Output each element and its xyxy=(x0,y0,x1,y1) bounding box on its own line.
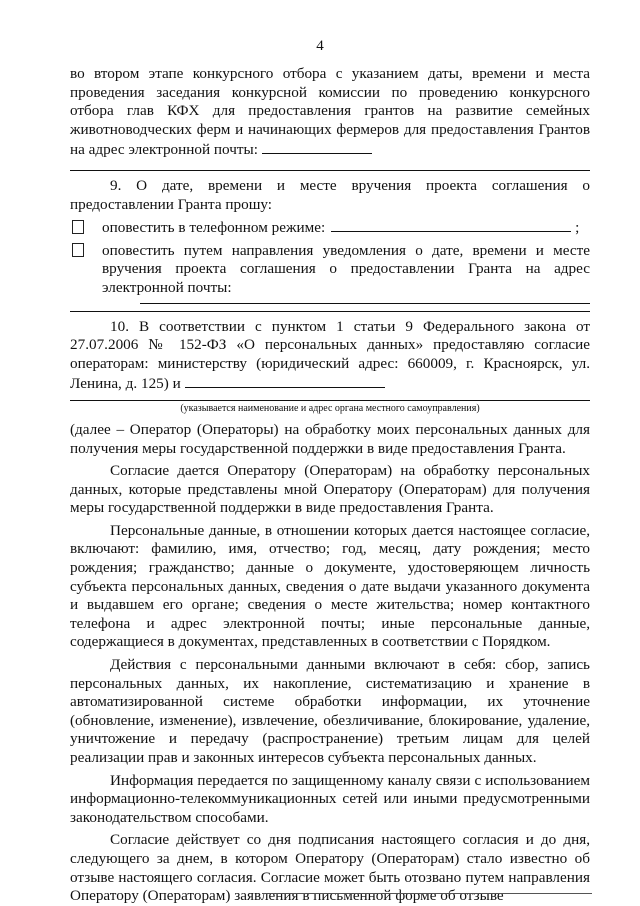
section10-text: 10. В соответствии с пунктом 1 статьи 9 Федерального закона от 27.07.2006 № 152-ФЗ «О персональных данных» предоставляю согласие операторам: министерству (юридический адрес: 660009, г. Красноярск, ул. Ленина, д. 125) и xyxy=(70,317,590,393)
email-continuation-line[interactable] xyxy=(70,170,590,171)
option-phone-row xyxy=(70,217,590,238)
document-body xyxy=(70,65,590,906)
page-footer-rule xyxy=(262,893,592,894)
email-fill-line[interactable] xyxy=(262,139,372,154)
consent-paragraph-2: Персональные данные, в отношении которых дается настоящее согласие, включают: фамилию, имя, отчество; год, месяц, дату рождения; место рождения; гражданство; данные о документе, удостоверяющем личность субъекта персональных данных, сведения о дате выдачи указанного документа и выдавшем его органе; сведения о месте жительства; номер контактного телефона и адрес электронной почты; иные персональные данные, содержащиеся в документах, представленных в соответствии с Порядком. xyxy=(70,521,590,651)
phone-checkbox[interactable] xyxy=(72,220,84,234)
section10-after-caption: (далее – Оператор (Операторы) на обработку моих персональных данных для получения меры государственной поддержки в виде предоставления Гранта. xyxy=(70,420,590,457)
option-email-fill-line[interactable] xyxy=(140,289,590,304)
email-checkbox[interactable] xyxy=(72,243,84,257)
consent-paragraph-5: Согласие действует со дня подписания настоящего согласия и до дня, следующего за днем, в котором Оператору (Операторам) стало известно об отзыве настоящего согласия. Согласие может быть отозвано путем направления Оператору (Операторам) заявления в письменной форме об отзыве xyxy=(70,831,590,905)
section9-paragraph: 9. О дате, времени и месте вручения проекта соглашения о предоставлении Гранта прошу: xyxy=(70,176,590,213)
local-authority-continuation-line[interactable] xyxy=(70,400,590,401)
page-number: 4 xyxy=(316,38,324,54)
section10-paragraph xyxy=(70,318,590,394)
option-email-continuation-line[interactable] xyxy=(70,311,590,312)
option-phone-end: ; xyxy=(575,219,580,237)
consent-paragraph-1: Согласие дается Оператору (Операторам) на обработку персональных данных, которые представлены мной Оператору (Операторам) для получения меры государственной поддержки в виде предоставления Гранта. xyxy=(70,462,590,517)
intro-paragraph xyxy=(70,65,590,160)
intro-text: во втором этапе конкурсного отбора с указанием даты, времени и места проведения заседания конкурсной комиссии по проведению конкурсного отбора глав КФХ для предоставления грантов на развитие семейных животноводческих ферм и начинающих фермеров для предоставления Грантов на адрес электронной почты: xyxy=(70,65,590,159)
phone-fill-line[interactable] xyxy=(331,217,571,232)
local-authority-caption: (указывается наименование и адрес органа местного самоуправления) xyxy=(180,402,480,414)
option-email-label: оповестить путем направления уведомления о дате, времени и месте вручения проекта соглашения о предоставлении Гранта на адрес электронной почты: xyxy=(102,241,590,296)
consent-paragraph-4: Информация передается по защищенному каналу связи с использованием информационно-телекоммуникационных сетей или иными предусмотренными законодательством способами. xyxy=(70,771,590,826)
consent-paragraph-3: Действия с персональными данными включают в себя: сбор, запись персональных данных, их накопление, систематизацию и хранение в автоматизированной системе обработки информации, их уточнение (обновление, изменение), извлечение, обезличивание, блокирование, удаление, уничтожение и передачу (распространение) третьим лицам для целей реализации прав и законных интересов субъекта персональных данных. xyxy=(70,656,590,766)
local-authority-fill-line[interactable] xyxy=(185,373,385,388)
option-phone-label: оповестить в телефонном режиме: xyxy=(102,219,326,237)
